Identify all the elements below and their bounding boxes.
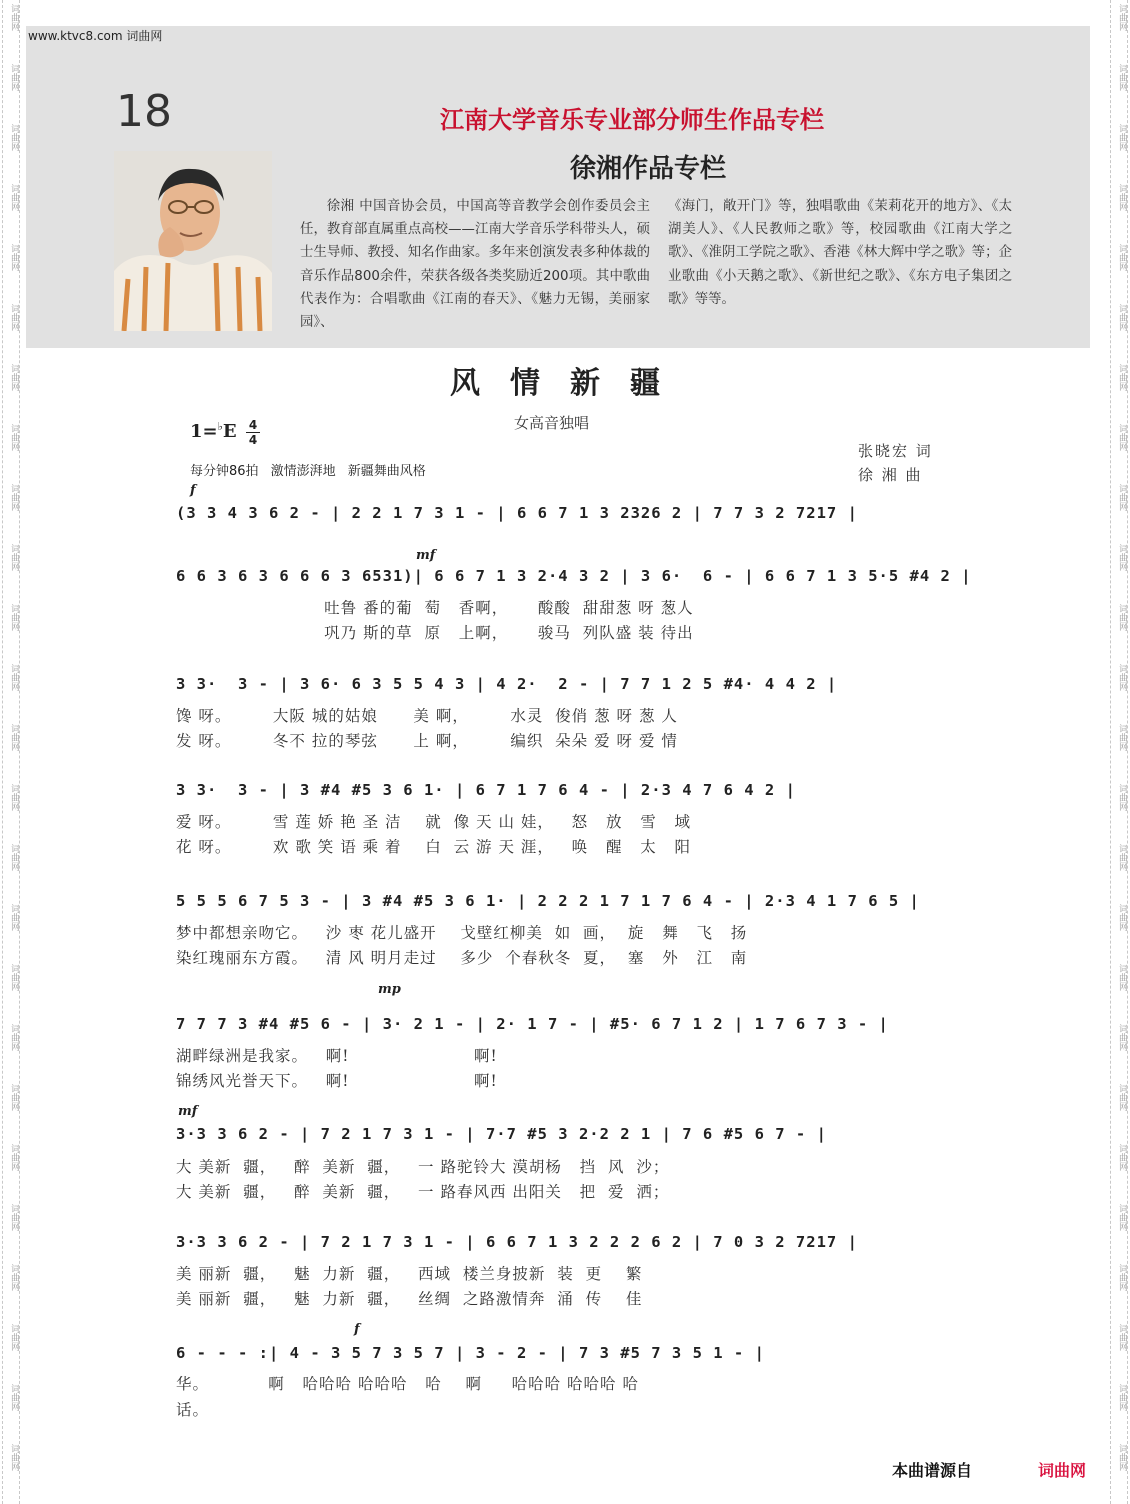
composer-portrait-illustration bbox=[114, 151, 272, 331]
lyrics-system-4-verse-1: 爱 呀。 雪 莲 娇 艳 圣 洁 就 像 天 山 娃， 怒 放 雪 域 bbox=[176, 813, 692, 831]
side-watermark-text: 词曲网 bbox=[1117, 843, 1127, 871]
side-watermark-text: 词曲网 bbox=[1117, 423, 1127, 451]
lyrics-system-4-verse-2: 花 呀。 欢 歌 笑 语 乘 着 白 云 游 天 涯， 唤 醒 太 阳 bbox=[176, 838, 692, 856]
lyrics-system-2-verse-1: 吐鲁 番的葡 萄 香啊， 酸酸 甜甜葱 呀 葱人 bbox=[176, 599, 694, 617]
side-watermark-text: 词曲网 bbox=[1117, 723, 1127, 751]
side-watermark-text: 词曲网 bbox=[9, 63, 19, 91]
lyrics-system-5-verse-1: 梦中都想亲吻它。 沙 枣 花儿盛开 戈壁红柳美 如 画， 旋 舞 飞 扬 bbox=[176, 924, 748, 942]
dynamic-f-intro: f bbox=[190, 483, 196, 498]
side-watermark-text: 词曲网 bbox=[9, 123, 19, 151]
side-watermark-text: 词曲网 bbox=[9, 843, 19, 871]
page-number: 18 bbox=[116, 86, 172, 137]
bio-column-2: 《海门，敞开门》等，独唱歌曲《茉莉花开的地方》、《太湖美人》、《人民教师之歌》等，校园歌曲《江南大学之歌》、《淮阴工学院之歌》、香港《林大辉中学之歌》等；企业歌曲《小天鹅之歌》、《新世纪之歌》、《东方电子集团之歌》等等。 bbox=[668, 199, 1012, 307]
side-watermark-text: 词曲网 bbox=[1117, 1323, 1127, 1351]
song-title: 风情新疆 bbox=[450, 366, 690, 401]
lyrics-system-6-verse-2: 锦绣风光誉天下。 啊! 啊! bbox=[176, 1072, 498, 1090]
lyrics-system-8-verse-1: 美 丽新 疆， 魅 力新 疆， 西域 楼兰身披新 装 更 繁 bbox=[176, 1265, 643, 1283]
dynamic-mf-chorus: mf bbox=[178, 1104, 198, 1119]
side-watermark-text: 词曲网 bbox=[9, 1443, 19, 1471]
tempo-marking: 每分钟86拍 激情澎湃地 新疆舞曲风格 bbox=[190, 464, 426, 479]
right-watermark-strip bbox=[1110, 0, 1128, 1504]
side-watermark-text: 词曲网 bbox=[9, 1143, 19, 1171]
lyrics-system-3-verse-1: 馋 呀。 大阪 城的姑娘 美 啊， 水灵 俊俏 葱 呀 葱 人 bbox=[176, 707, 678, 725]
side-watermark-text: 词曲网 bbox=[1117, 303, 1127, 331]
side-watermark-text: 词曲网 bbox=[9, 3, 19, 31]
song-subtitle: 女高音独唱 bbox=[514, 414, 590, 432]
lyrics-system-9-verse-2: 话。 bbox=[176, 1401, 210, 1419]
side-watermark-text: 词曲网 bbox=[1117, 1443, 1127, 1471]
score-system-9: 6 - - - :| 4 - 3 5 7 3 5 7 | 3 - 2 - | 7 3 #5 7 3 5 1 - | bbox=[176, 1344, 765, 1362]
key-signature bbox=[190, 420, 237, 442]
side-watermark-text: 词曲网 bbox=[9, 1263, 19, 1291]
side-watermark-text: 词曲网 bbox=[1117, 243, 1127, 271]
score-system-2: 6 6 3 6 3 6 6 6 3 6531)| 6 6 7 1 3 2·4 3 2 | 3 6· 6 - | 6 6 7 1 3 5·5 #4 2 | bbox=[176, 567, 972, 585]
side-watermark-text: 词曲网 bbox=[1117, 1383, 1127, 1411]
lyrics-system-7-verse-2: 大 美新 疆， 醉 美新 疆， 一 路春风西 出阳关 把 爱 洒； bbox=[176, 1183, 670, 1201]
side-watermark-text: 词曲网 bbox=[9, 963, 19, 991]
lyrics-system-5-verse-2: 染红瑰丽东方霞。 清 风 明月走过 多少 个春秋冬 夏， 塞 外 江 南 bbox=[176, 949, 748, 967]
lyrics-system-2-verse-2: 巩乃 斯的草 原 上啊， 骏马 列队盛 装 待出 bbox=[176, 624, 694, 642]
side-watermark-text: 词曲网 bbox=[1117, 543, 1127, 571]
series-title: 江南大学音乐专业部分师生作品专栏 bbox=[440, 105, 824, 134]
side-watermark-text: 词曲网 bbox=[9, 663, 19, 691]
side-watermark-text: 词曲网 bbox=[9, 243, 19, 271]
score-system-6: 7 7 7 3 #4 #5 6 - | 3· 2 1 - | 2· 1 7 - | #5· 6 7 1 2 | 1 7 6 7 3 - | bbox=[176, 1015, 889, 1033]
footer-source-label: 本曲谱源自 bbox=[892, 1461, 973, 1480]
time-top: 4 bbox=[248, 418, 258, 432]
side-watermark-text: 词曲网 bbox=[1117, 1083, 1127, 1111]
side-watermark-text: 词曲网 bbox=[9, 483, 19, 511]
side-watermark-text: 词曲网 bbox=[9, 1323, 19, 1351]
side-watermark-text: 词曲网 bbox=[1117, 483, 1127, 511]
side-watermark-text: 词曲网 bbox=[1117, 1203, 1127, 1231]
left-watermark-strip bbox=[2, 0, 20, 1504]
side-watermark-text: 词曲网 bbox=[1117, 183, 1127, 211]
side-watermark-text: 词曲网 bbox=[1117, 603, 1127, 631]
side-watermark-text: 词曲网 bbox=[1117, 363, 1127, 391]
footer-brand-link[interactable]: 词曲网 bbox=[1038, 1461, 1087, 1480]
side-watermark-text: 词曲网 bbox=[1117, 123, 1127, 151]
lyrics-system-3-verse-2: 发 呀。 冬不 拉的琴弦 上 啊， 编织 朵朵 爱 呀 爱 情 bbox=[176, 732, 678, 750]
score-system-5: 5 5 5 6 7 5 3 - | 3 #4 #5 3 6 1· | 2 2 2 1 7 1 7 6 4 - | 2·3 4 1 7 6 5 | bbox=[176, 892, 920, 910]
dynamic-f-coda: f bbox=[354, 1322, 360, 1337]
side-watermark-text: 词曲网 bbox=[9, 543, 19, 571]
score-system-3: 3 3· 3 - | 3 6· 6 3 5 5 4 3 | 4 2· 2 - | 7 7 1 2 5 #4· 4 4 2 | bbox=[176, 675, 838, 693]
lyrics-system-6-verse-1: 湖畔绿洲是我家。 啊! 啊! bbox=[176, 1047, 498, 1065]
side-watermark-text: 词曲网 bbox=[9, 1083, 19, 1111]
composer-credit: 徐 湘 曲 bbox=[858, 466, 923, 484]
side-watermark-text: 词曲网 bbox=[1117, 1263, 1127, 1291]
site-url[interactable]: www.ktvc8.com 词曲网 bbox=[28, 29, 163, 43]
side-watermark-text: 词曲网 bbox=[1117, 63, 1127, 91]
score-system-4: 3 3· 3 - | 3 #4 #5 3 6 1· | 6 7 1 7 6 4 - | 2·3 4 7 6 4 2 | bbox=[176, 781, 796, 799]
side-watermark-text: 词曲网 bbox=[9, 783, 19, 811]
dynamic-mp: mp bbox=[378, 982, 401, 997]
side-watermark-text: 词曲网 bbox=[9, 603, 19, 631]
key-prefix: 1= bbox=[190, 421, 218, 442]
time-signature bbox=[246, 418, 260, 447]
side-watermark-text: 词曲网 bbox=[1117, 663, 1127, 691]
score-system-7: 3·3 3 6 2 - | 7 2 1 7 3 1 - | 7·7 #5 3 2·2 2 1 | 7 6 #5 6 7 - | bbox=[176, 1125, 827, 1143]
side-watermark-text: 词曲网 bbox=[9, 1203, 19, 1231]
side-watermark-text: 词曲网 bbox=[1117, 1143, 1127, 1171]
side-watermark-text: 词曲网 bbox=[9, 1023, 19, 1051]
side-watermark-text: 词曲网 bbox=[9, 363, 19, 391]
side-watermark-text: 词曲网 bbox=[1117, 1023, 1127, 1051]
dynamic-mf-verse: mf bbox=[416, 548, 436, 563]
side-watermark-text: 词曲网 bbox=[1117, 3, 1127, 31]
side-watermark-text: 词曲网 bbox=[9, 723, 19, 751]
side-watermark-text: 词曲网 bbox=[9, 303, 19, 331]
time-bottom: 4 bbox=[246, 432, 260, 447]
lyrics-system-8-verse-2: 美 丽新 疆， 魅 力新 疆， 丝绸 之路激情奔 涌 传 佳 bbox=[176, 1290, 643, 1308]
side-watermark-text: 词曲网 bbox=[1117, 963, 1127, 991]
lyricist-credit: 张晓宏 词 bbox=[858, 442, 933, 460]
score-system-1: (3 3 4 3 6 2 - | 2 2 1 7 3 1 - | 6 6 7 1 3 2326 2 | 7 7 3 2 7217 | bbox=[176, 504, 858, 522]
key-note: E bbox=[222, 421, 237, 442]
key-flat: ♭ bbox=[217, 420, 223, 433]
side-watermark-text: 词曲网 bbox=[9, 1383, 19, 1411]
side-watermark-text: 词曲网 bbox=[9, 903, 19, 931]
bio-column-1: 徐湘 中国音协会员，中国高等音教学会创作委员会主任，教育部直属重点高校——江南大学音乐学科带头人，硕士生导师、教授、知名作曲家。多年来创演发表多种体裁的音乐作品800余件，荣获各级各类奖励近200项。其中歌曲代表作为：合唱歌曲《江南的春天》、《魅力无锡，美丽家园》、 bbox=[300, 199, 650, 331]
lyrics-system-7-verse-1: 大 美新 疆， 醉 美新 疆， 一 路驼铃大 漠胡杨 挡 风 沙； bbox=[176, 1158, 670, 1176]
lyrics-system-9-verse-1: 华。 啊 哈哈哈 哈哈哈 哈 啊 哈哈哈 哈哈哈 哈 bbox=[176, 1375, 639, 1393]
side-watermark-text: 词曲网 bbox=[1117, 903, 1127, 931]
side-watermark-text: 词曲网 bbox=[1117, 783, 1127, 811]
side-watermark-text: 词曲网 bbox=[9, 423, 19, 451]
side-watermark-text: 词曲网 bbox=[9, 183, 19, 211]
composer-photo bbox=[114, 151, 272, 331]
column-title: 徐湘作品专栏 bbox=[570, 154, 727, 184]
score-system-8: 3·3 3 6 2 - | 7 2 1 7 3 1 - | 6 6 7 1 3 2 2 2 6 2 | 7 0 3 2 7217 | bbox=[176, 1233, 858, 1251]
